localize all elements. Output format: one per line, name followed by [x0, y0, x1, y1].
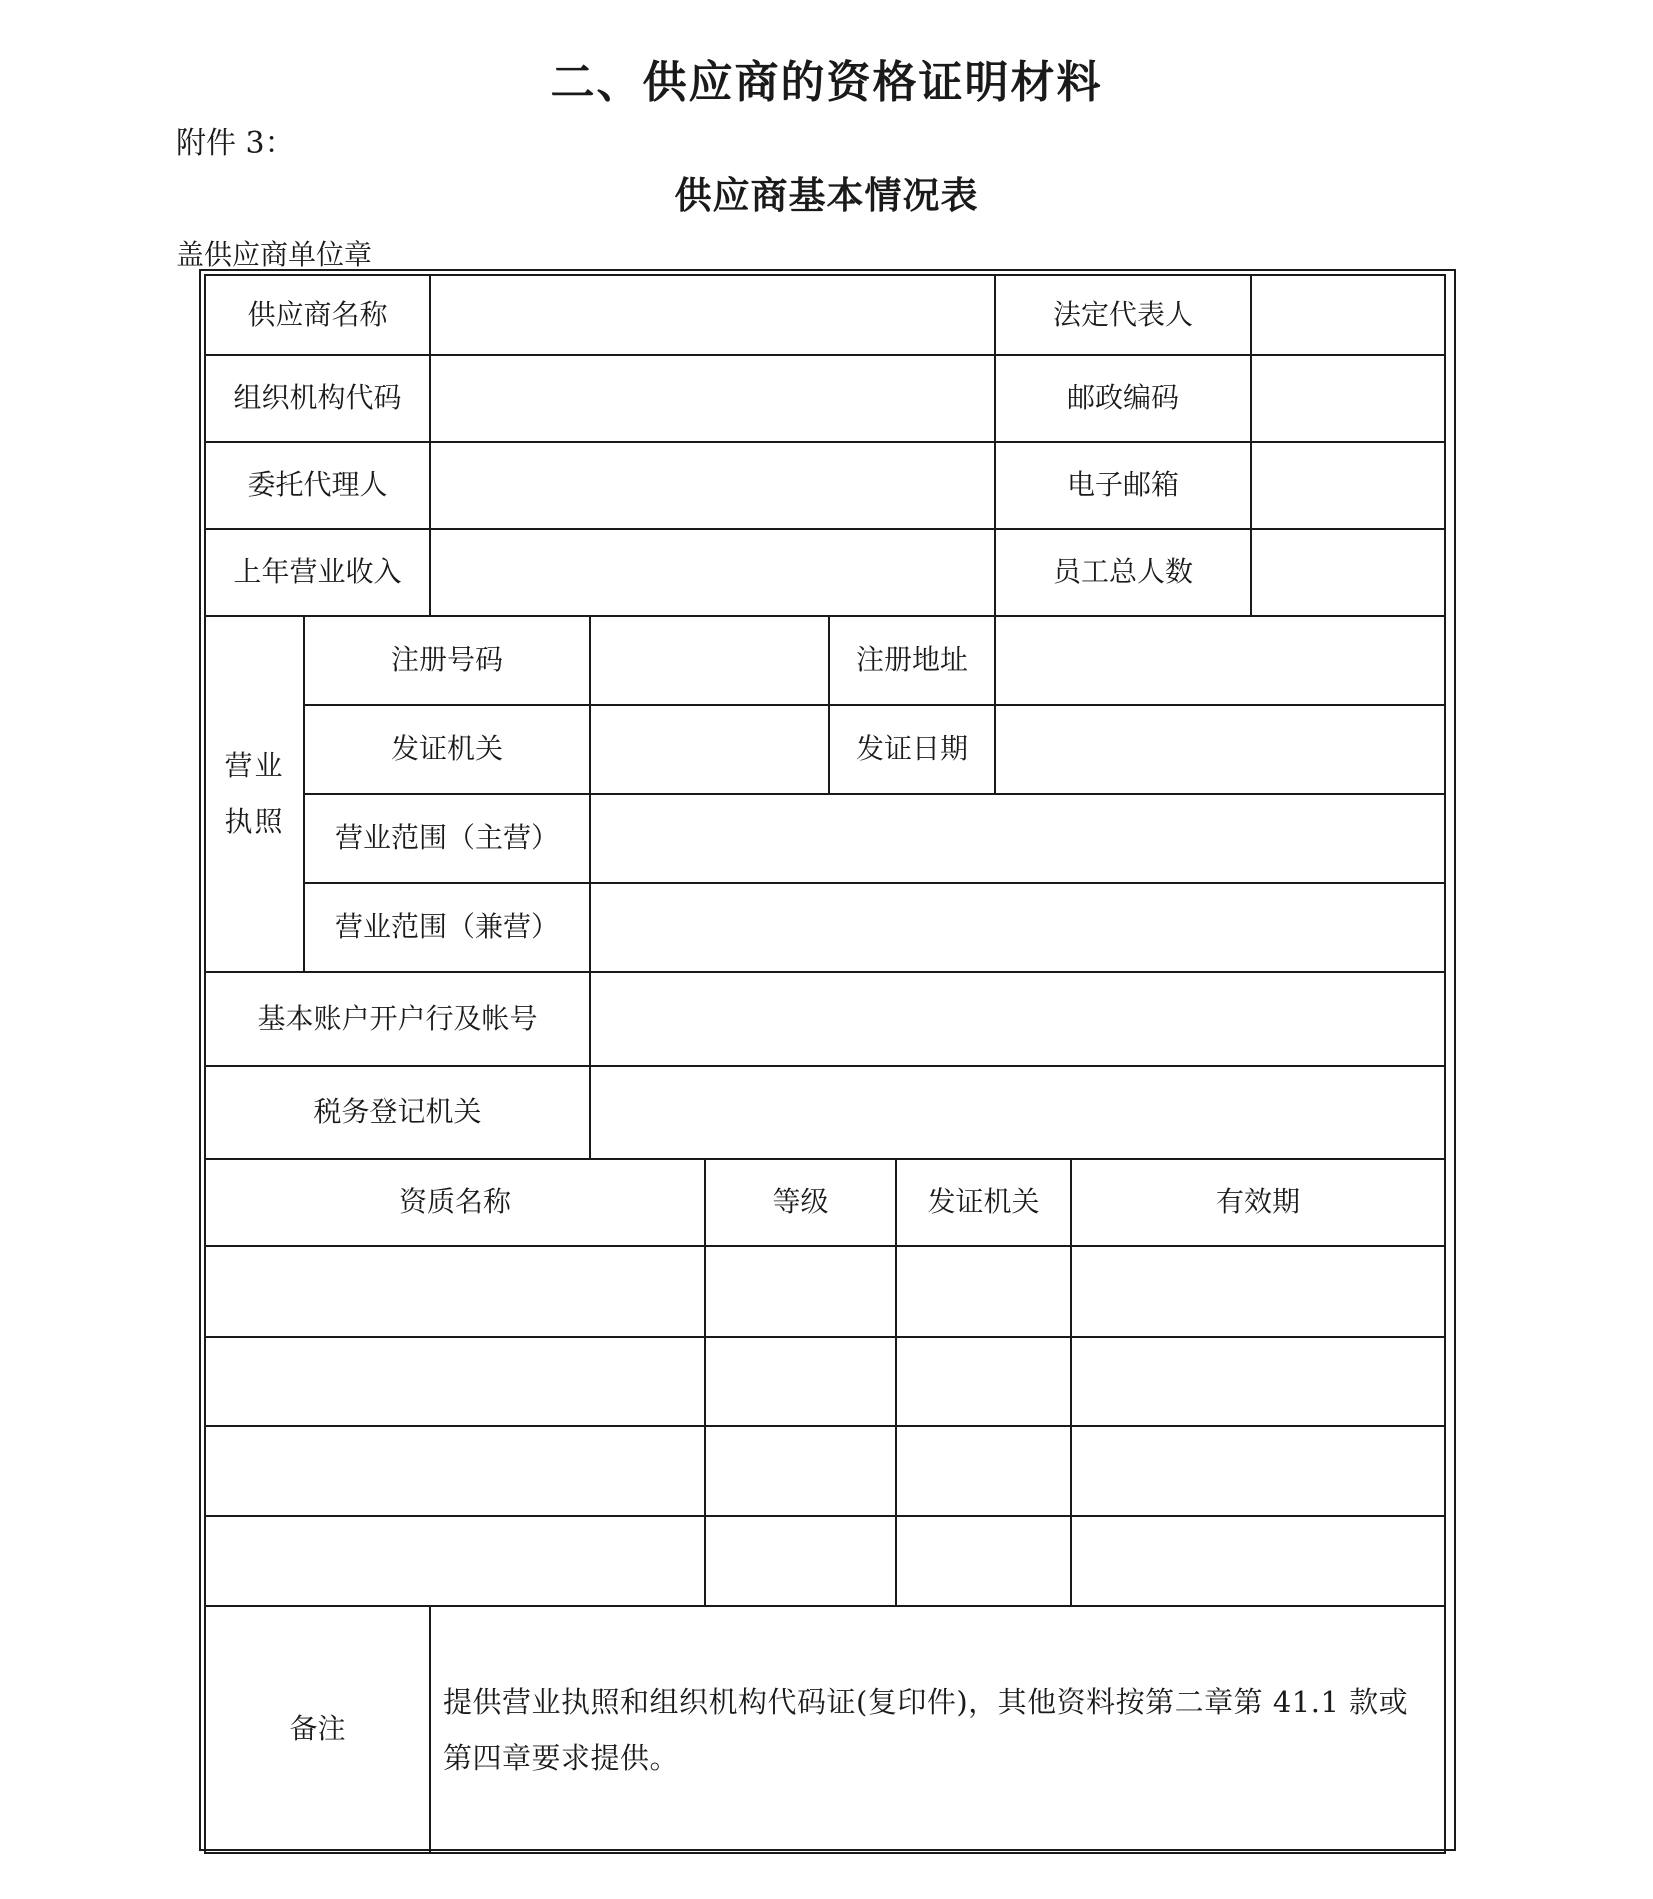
cell-issuing-authority[interactable]: [896, 1426, 1071, 1516]
label-scope-secondary: 营业范围（兼营）: [304, 883, 590, 972]
field-org-code[interactable]: [430, 355, 995, 442]
row-revenue: [205, 529, 1445, 616]
header-grade: 等级: [705, 1159, 896, 1246]
cell-qualification-name[interactable]: [205, 1426, 705, 1516]
qualification-header-row: [205, 1159, 1445, 1246]
table-row: [205, 1426, 1445, 1516]
cell-issuing-authority[interactable]: [896, 1516, 1071, 1606]
row-scope-main: [205, 794, 1445, 883]
remarks-label: 备注: [205, 1606, 430, 1853]
label-email: 电子邮箱: [995, 442, 1251, 529]
cell-grade[interactable]: [705, 1516, 896, 1606]
row-reg-number: [205, 616, 1445, 705]
cell-validity[interactable]: [1071, 1426, 1445, 1516]
row-scope-secondary: [205, 883, 1445, 972]
label-legal-rep: 法定代表人: [995, 275, 1251, 355]
label-last-year-revenue: 上年营业收入: [205, 529, 430, 616]
label-reg-address: 注册地址: [829, 616, 995, 705]
field-tax-authority[interactable]: [590, 1066, 1445, 1159]
label-total-staff: 员工总人数: [995, 529, 1251, 616]
supplier-info-table: [204, 274, 1446, 1854]
row-issuing: [205, 705, 1445, 794]
cell-issuing-authority[interactable]: [896, 1337, 1071, 1426]
field-agent[interactable]: [430, 442, 995, 529]
field-legal-rep[interactable]: [1251, 275, 1445, 355]
attachment-label: 附件 3：: [176, 126, 295, 161]
label-scope-main: 营业范围（主营）: [304, 794, 590, 883]
label-tax-authority: 税务登记机关: [205, 1066, 590, 1159]
label-supplier-name: 供应商名称: [205, 275, 430, 355]
seal-note: 盖供应商单位章: [176, 238, 373, 271]
label-business-license: 营业执照: [205, 616, 304, 972]
cell-validity[interactable]: [1071, 1246, 1445, 1337]
remarks-text: 提供营业执照和组织机构代码证(复印件)，其他资料按第二章第 41.1 款或第四章要求提供。: [430, 1606, 1445, 1853]
field-issue-date[interactable]: [995, 705, 1445, 794]
row-supplier-name: [205, 275, 1445, 355]
label-agent: 委托代理人: [205, 442, 430, 529]
field-supplier-name[interactable]: [430, 275, 995, 355]
header-qualification-name: 资质名称: [205, 1159, 705, 1246]
row-org-code: [205, 355, 1445, 442]
field-total-staff[interactable]: [1251, 529, 1445, 616]
header-validity: 有效期: [1071, 1159, 1445, 1246]
cell-grade[interactable]: [705, 1337, 896, 1426]
row-agent: [205, 442, 1445, 529]
field-scope-secondary[interactable]: [590, 883, 1445, 972]
cell-issuing-authority[interactable]: [896, 1246, 1071, 1337]
label-issue-date: 发证日期: [829, 705, 995, 794]
cell-qualification-name[interactable]: [205, 1516, 705, 1606]
cell-grade[interactable]: [705, 1246, 896, 1337]
field-scope-main[interactable]: [590, 794, 1445, 883]
table-row: [205, 1337, 1445, 1426]
header-issuing-authority: 发证机关: [896, 1159, 1071, 1246]
label-issuing-authority: 发证机关: [304, 705, 590, 794]
label-reg-number: 注册号码: [304, 616, 590, 705]
row-bank-account: [205, 972, 1445, 1066]
cell-qualification-name[interactable]: [205, 1246, 705, 1337]
main-title: 二、供应商的资格证明材料: [550, 57, 1103, 108]
remarks-row: [205, 1606, 1445, 1853]
form-title: 供应商基本情况表: [674, 174, 979, 217]
field-last-year-revenue[interactable]: [430, 529, 995, 616]
field-bank-account[interactable]: [590, 972, 1445, 1066]
cell-qualification-name[interactable]: [205, 1337, 705, 1426]
table-row: [205, 1516, 1445, 1606]
cell-grade[interactable]: [705, 1426, 896, 1516]
table-row: [205, 1246, 1445, 1337]
field-postal-code[interactable]: [1251, 355, 1445, 442]
label-bank-account: 基本账户开户行及帐号: [205, 972, 590, 1066]
field-reg-address[interactable]: [995, 616, 1445, 705]
label-postal-code: 邮政编码: [995, 355, 1251, 442]
field-issuing-authority[interactable]: [590, 705, 829, 794]
cell-validity[interactable]: [1071, 1337, 1445, 1426]
label-org-code: 组织机构代码: [205, 355, 430, 442]
row-tax-authority: [205, 1066, 1445, 1159]
field-email[interactable]: [1251, 442, 1445, 529]
field-reg-number[interactable]: [590, 616, 829, 705]
cell-validity[interactable]: [1071, 1516, 1445, 1606]
